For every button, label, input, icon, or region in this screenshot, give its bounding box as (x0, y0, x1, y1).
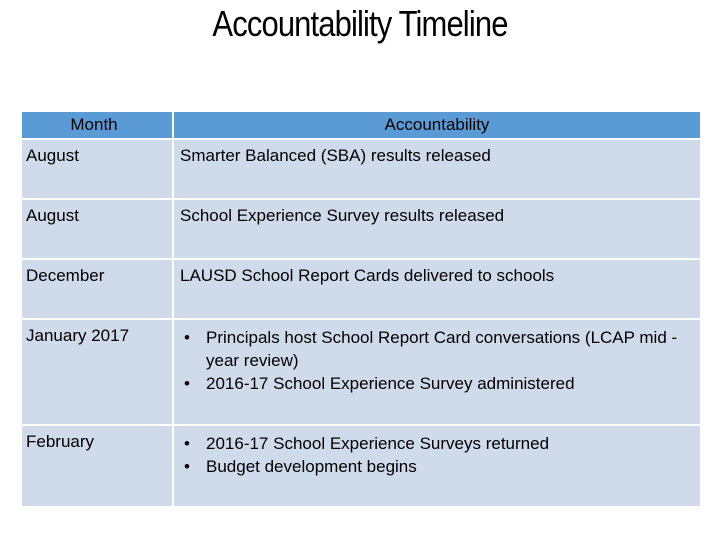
bullet-list (180, 326, 694, 395)
table-row (21, 425, 701, 507)
table-row (21, 259, 701, 319)
month-cell: January 2017 (21, 319, 173, 425)
list-item-text: 2016-17 School Experience Survey administered (206, 374, 575, 393)
month-cell: August (21, 199, 173, 259)
month-cell: August (21, 139, 173, 199)
table-row (21, 319, 701, 425)
table-row (21, 199, 701, 259)
accountability-cell (173, 425, 701, 507)
bullet-icon: • (184, 328, 190, 347)
month-cell: February (21, 425, 173, 507)
bullet-icon: • (184, 434, 190, 453)
table-header-row (21, 111, 701, 139)
accountability-cell: Smarter Balanced (SBA) results released (173, 139, 701, 199)
header-month: Month (21, 111, 173, 139)
page-title: Accountability Timeline (212, 3, 508, 44)
list-item (180, 372, 694, 395)
accountability-cell (173, 319, 701, 425)
list-item (180, 326, 694, 372)
list-item-text: Budget development begins (206, 457, 417, 476)
accountability-cell: School Experience Survey results released (173, 199, 701, 259)
header-accountability: Accountability (173, 111, 701, 139)
accountability-table (20, 110, 702, 508)
month-cell: December (21, 259, 173, 319)
table-row (21, 139, 701, 199)
list-item-text: 2016-17 School Experience Surveys returned (206, 434, 550, 453)
list-item (180, 455, 694, 478)
bullet-icon: • (184, 457, 190, 476)
list-item (180, 432, 694, 455)
bullet-list (180, 432, 694, 478)
bullet-icon: • (184, 374, 190, 393)
accountability-cell: LAUSD School Report Cards delivered to schools (173, 259, 701, 319)
list-item-text: Principals host School Report Card conversations (LCAP mid - year review) (206, 328, 678, 370)
